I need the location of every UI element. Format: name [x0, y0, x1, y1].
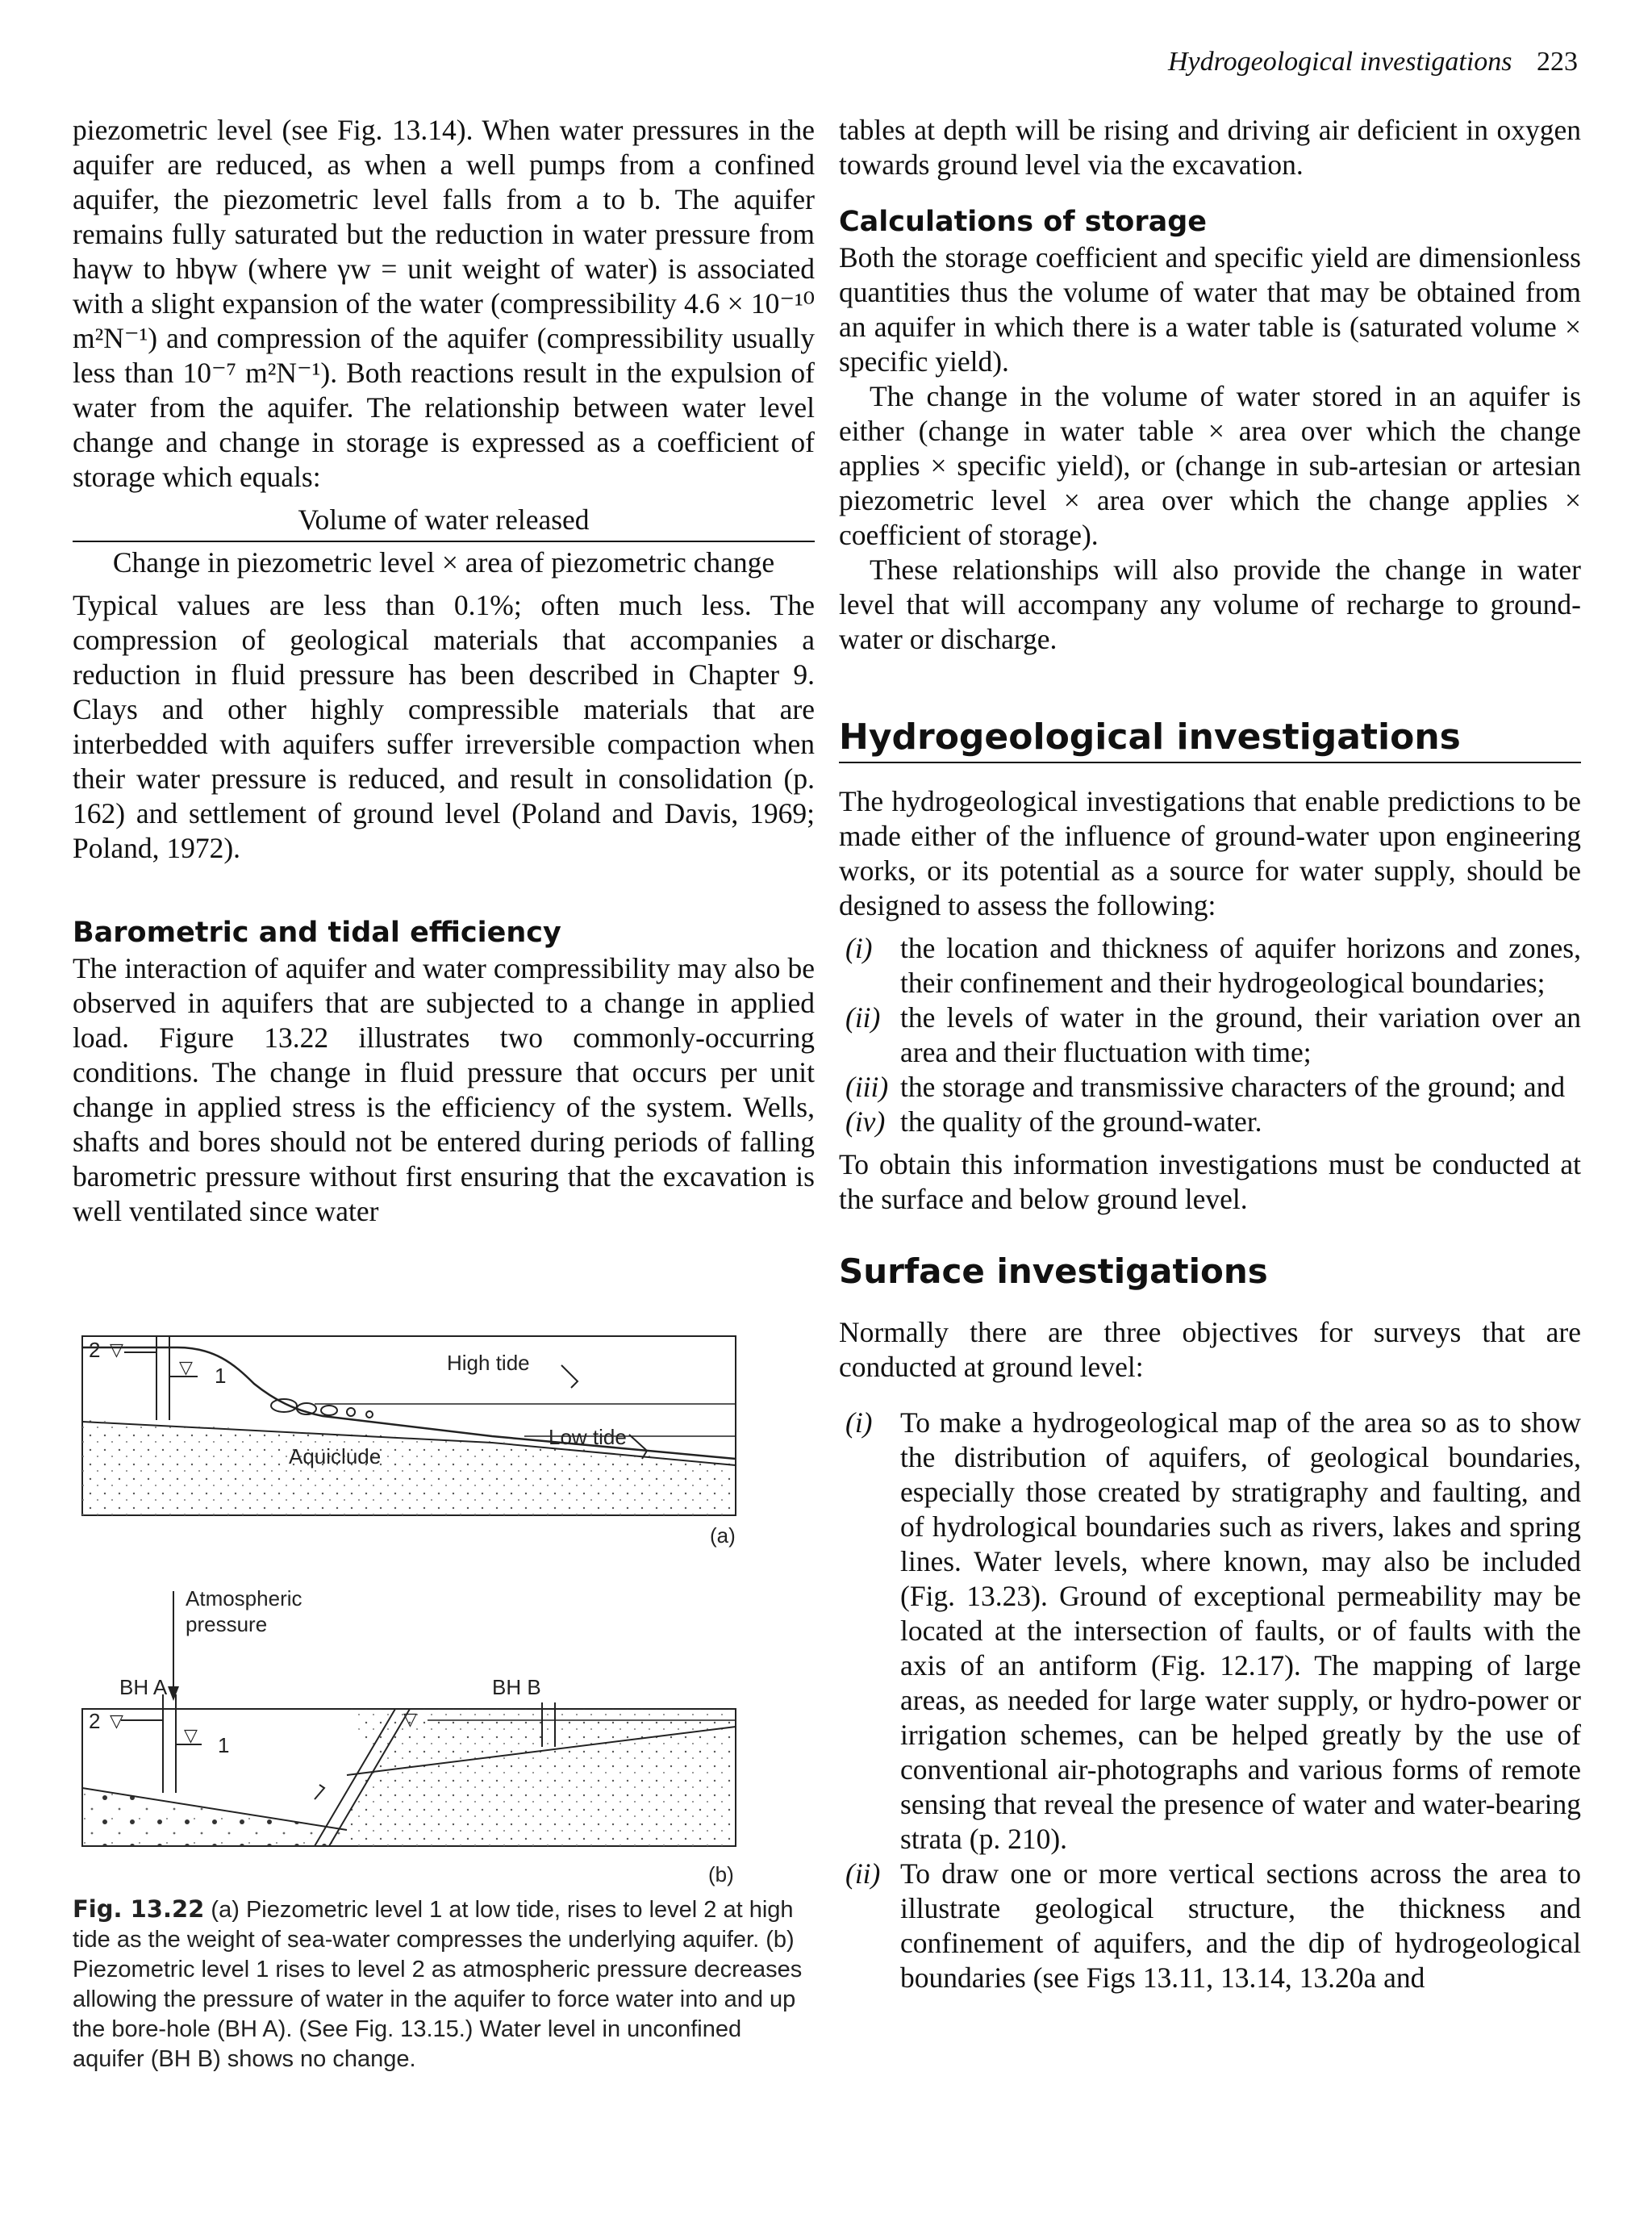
section-heading-hydrogeological: Hydrogeological investigations: [839, 715, 1581, 763]
fig-b-level-2: 2: [89, 1709, 101, 1733]
fig-b-tag: (b): [708, 1862, 734, 1886]
storage-coefficient-formula: [73, 503, 815, 580]
list-item: (ii) the levels of water in the ground, their variation over an area and their fluctuation with time;: [845, 1001, 1581, 1068]
running-head: [1168, 47, 1578, 77]
paragraph: piezometric level (see Fig. 13.14). When water pressures in the aquifer are reduced, as when a well pumps from a confined aquifer, the piezometric level falls from a to b. The aquifer remains fully saturated but the reduction in water pressure from haγw to hbγw (where γw = unit weight of water) is associated with a slight expansion of the water (compressibility 4.6 × 10⁻¹⁰ m²N⁻¹) and compression of the aquifer (compressibility usually less than 10⁻⁷ m²N⁻¹). Both reactions result in the expulsion of water from the aquifer. The relationship between water level change and change in storage is expressed as a coefficient of storage which equals:: [73, 114, 815, 493]
paragraph: tables at depth will be rising and driving air deficient in oxygen towards ground level via the excavation.: [839, 114, 1581, 181]
formula-numerator: Volume of water released: [73, 503, 815, 542]
confined-aquifer-fill: [82, 1788, 347, 1846]
bh-a-label: BH A: [119, 1675, 168, 1699]
list-item: (i) the location and thickness of aquifer horizons and zones, their confinement and their hydrogeological boundaries;: [845, 932, 1581, 999]
water-level-icon: ▽: [184, 1725, 198, 1745]
water-level-icon: ▽: [403, 1709, 417, 1729]
paragraph: Both the storage coefficient and specific yield are dimensionless quantities thus the volume of water that may be obtained from an aquifer in which there is a water table is (saturated volume × specific yield).: [839, 241, 1581, 378]
figure-caption: [73, 1895, 811, 2074]
caption-part-a-label: (a): [211, 1897, 240, 1923]
caption-part-a-text: Piezometric level 1 at low tide, rises to level 2 at high tide as the weight of sea-water compresses the underlying aquifer.: [73, 1897, 794, 1953]
section-heading-storage: Calculations of storage: [839, 206, 1208, 238]
paragraph: The change in the volume of water stored in an aquifer is either (change in water table × area over which the change applies × specific yield), or (change in sub-artesian or artesian piezometric level × area over which the change applies × coefficient of storage).: [839, 380, 1581, 551]
caption-figure-number: Fig. 13.22: [73, 1895, 205, 1923]
fig-a-level-1: 1: [215, 1364, 227, 1388]
arrow-icon: [168, 1686, 179, 1701]
objectives-list: [839, 1406, 1581, 1995]
fig-a-level-2: 2: [89, 1338, 101, 1362]
caption-part-b-text: Piezometric level 1 rises to level 2 as atmospheric pressure decreases allowing the pressure of water in the aquifer to force water into and up the bore-hole (BH A). (See Fig. 13.15.) Water level in unconfined aquifer (BH B) shows no change.: [73, 1957, 803, 2072]
fault-arrow-icon: [315, 1785, 324, 1799]
high-tide-label: High tide: [447, 1351, 530, 1375]
water-level-icon: ▽: [179, 1357, 193, 1377]
figure-13-22-b: [73, 1573, 799, 1888]
list-item: (i) To make a hydrogeological map of the area so as to show the distribution of aquifers, of geological boundaries, especially those created by stratigraphy and faulting, and of hydrological boundaries such as rivers, lakes and spring lines. Water levels, where known, may also be included (Fig. 13.23). Ground of exceptional permeability may be located at the intersection of faults, or of faults with the axis of an antiform (Fig. 12.17). The mapping of large areas, as needed for large water supply, or hydro-power or irrigation schemes, can be helped greatly by the use of conventional air-photographs and various forms of remote sensing that reveal the presence of water and water-bearing strata (p. 210).: [845, 1406, 1581, 1855]
water-level-icon: ▽: [110, 1711, 123, 1731]
caption-part-b-label: (b): [766, 1927, 795, 1953]
left-column: [73, 113, 815, 1229]
paragraph: The hydrogeological investigations that enable predictions to be made either of the influence of ground-water upon engineering works, or its potential as a source for water supply, should be designed to assess the following:: [839, 785, 1581, 921]
list-item: (iii) the storage and transmissive characters of the ground; and: [845, 1071, 1566, 1103]
list-item: (ii) To draw one or more vertical sections across the area to illustrate geological structure, the thickness and confinement of aquifers, and the dip of hydrogeological boundaries (see Figs 13.11, 13.14, 13.20a and: [845, 1857, 1581, 1994]
aquifer-fill: [82, 1420, 736, 1515]
low-tide-label: Low tide: [549, 1425, 627, 1449]
paragraph: Typical values are less than 0.1%; often much less. The compression of geological materials that accompanies a reduction in fluid pressure has been described in Chapter 9. Clays and other highly compressible materials that are interbedded with aquifers suffer irreversible compaction when their water pressure is reduced, and result in consolidation (p. 162) and settlement of ground level (Poland and Davis, 1969; Poland, 1972).: [73, 589, 815, 864]
pressure-label: pressure: [186, 1612, 268, 1636]
formula-denominator: Change in piezometric level × area of piezometric change: [112, 546, 775, 579]
paragraph: These relationships will also provide the change in water level that will accompany any volume of recharge to ground-water or discharge.: [839, 554, 1581, 655]
figure-13-22-a: [73, 1315, 799, 1549]
right-column: [839, 113, 1581, 1995]
paragraph: The interaction of aquifer and water compressibility may also be observed in aquifers that are subjected to a change in applied load. Figure 13.22 illustrates two commonly-occurring conditions. The change in fluid pressure that occurs per unit change in applied stress is the efficiency of the system. Wells, shafts and bores should not be entered during periods of falling barometric pressure without first ensuring that the excavation is well ventilated since water: [73, 952, 815, 1227]
paragraph: Normally there are three objectives for surveys that are conducted at ground level:: [839, 1316, 1581, 1383]
assessment-list: [839, 931, 1581, 1139]
aquiclude-label: Aquiclude: [289, 1444, 382, 1468]
list-item: (iv) the quality of the ground-water.: [845, 1105, 1262, 1138]
arrow-icon: [561, 1365, 578, 1388]
fig-a-tag: (a): [710, 1523, 736, 1548]
fig-b-level-1: 1: [218, 1733, 230, 1757]
atmospheric-label: Atmospheric: [186, 1586, 302, 1610]
running-head-title: Hydrogeological investigations: [1167, 47, 1512, 77]
bh-b-label: BH B: [492, 1675, 541, 1699]
section-heading-surface: Surface investigations: [839, 1251, 1268, 1291]
paragraph: To obtain this information investigations must be conducted at the surface and below ground level.: [839, 1148, 1581, 1215]
water-level-icon: ▽: [110, 1339, 123, 1360]
section-heading-barometric: Barometric and tidal efficiency: [73, 917, 561, 949]
page-number: 223: [1537, 47, 1578, 77]
